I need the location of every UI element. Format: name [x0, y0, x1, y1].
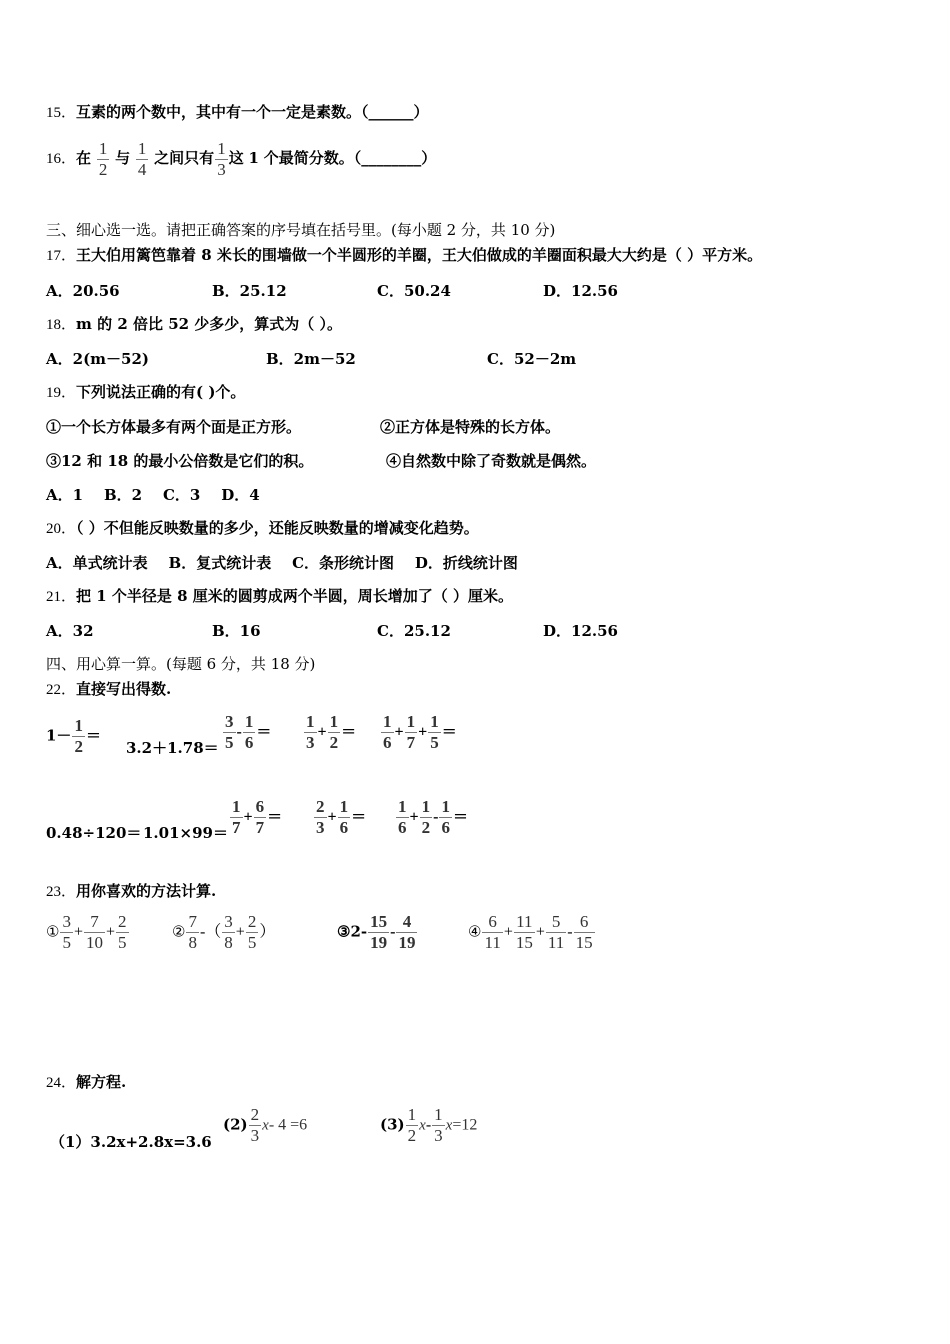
option-b: B．2m－52: [266, 350, 356, 368]
calc-5: $\frac{1}{6}$ + $\frac{1}{7}$ + $\frac{1}{5}$ ＝: [383, 712, 457, 752]
expr-4: ④ $\frac{6}{11}$ + $\frac{11}{15}$ + $\frac{5}{11}$ - $\frac{6}{15}$: [468, 912, 593, 952]
statement-2: ②正方体是特殊的长方体。: [380, 418, 561, 436]
calc-1: 1－ $\frac{1}{2}$ ＝: [46, 716, 101, 756]
option-c: C．25.12: [377, 622, 451, 640]
calc-8: $\frac{1}{7}$ + $\frac{6}{7}$ ＝: [232, 797, 283, 837]
statement-3: ③12 和 18 的最小公倍数是它们的积。: [46, 452, 314, 470]
calc-9: $\frac{2}{3}$ + $\frac{1}{6}$ ＝: [316, 797, 367, 837]
question-23: 23．用你喜欢的方法计算.: [46, 882, 217, 900]
question-18: 18．m 的 2 倍比 52 少多少，算式为（ ）。: [46, 315, 343, 333]
options: A．单式统计表 B．复式统计表 C．条形统计图 D．折线统计图: [46, 554, 518, 572]
option-a: A．32: [46, 622, 94, 640]
option-a: A．20.56: [46, 282, 120, 300]
question-15: 15．互素的两个数中，其中有一个一定是素数。（______）: [46, 103, 429, 121]
question-19: 19．下列说法正确的有( )个。: [46, 383, 246, 401]
statement-1: ①一个长方体最多有两个面是正方形。: [46, 418, 302, 436]
fraction: $\frac{1}{3}$: [217, 138, 226, 179]
question-20: 20．（ ）不但能反映数量的多少，还能反映数量的增减变化趋势。: [46, 519, 479, 537]
calc-6: 0.48÷120＝: [46, 824, 142, 842]
calc-4: $\frac{1}{3}$ + $\frac{1}{2}$ ＝: [306, 712, 357, 752]
calc-7: 1.01×99＝: [143, 824, 228, 842]
equation-1: （1）3.2x+2.8x=3.6: [50, 1133, 212, 1151]
expr-1: ① $\frac{3}{5}$ + $\frac{7}{10}$ + $\frac{2}{5}$: [46, 912, 127, 952]
calc-10: $\frac{1}{6}$ + $\frac{1}{2}$ - $\frac{1}{6}$ ＝: [398, 797, 468, 837]
option-d: D．12.56: [543, 622, 618, 640]
section-3-heading: 三、细心选一选。请把正确答案的序号填在括号里。(每小题 2 分，共 10 分): [46, 221, 556, 239]
equation-3: (3) $\frac{1}{2}$ x- $\frac{1}{3}$ x=12: [380, 1105, 478, 1145]
question-16: 16．在 $\frac{1}{2}$ 与 $\frac{1}{4}$ 之间只有 $\frac{1}{3}$ 这 1 个最简分数。（________）: [46, 138, 437, 179]
question-17: 17．王大伯用篱笆靠着 8 米长的围墙做一个半圆形的羊圈，王大伯做成的羊圈面积最大大约是（ ）平方米。: [46, 246, 763, 264]
option-c: C．52－2m: [487, 350, 577, 368]
expr-2: ② $\frac{7}{8}$ -（ $\frac{3}{8}$ + $\frac{2}{5}$ ）: [172, 912, 276, 952]
question-24: 24．解方程.: [46, 1073, 127, 1091]
expr-3: ③2- $\frac{15}{19}$ - $\frac{4}{19}$: [337, 912, 416, 952]
option-c: C．50.24: [377, 282, 451, 300]
fraction: $\frac{1}{4}$: [137, 138, 147, 179]
option-b: B．16: [212, 622, 261, 640]
calc-3: $\frac{3}{5}$ - $\frac{1}{6}$ ＝: [225, 712, 272, 752]
question-21: 21．把 1 个半径是 8 厘米的圆剪成两个半圆，周长增加了（ ）厘米。: [46, 587, 514, 605]
option-a: A．2(m－52): [46, 350, 150, 368]
calc-2: 3.2＋1.78＝: [126, 739, 219, 757]
question-22: 22．直接写出得数.: [46, 680, 172, 698]
section-4-heading: 四、用心算一算。(每题 6 分，共 18 分): [46, 655, 316, 673]
option-b: B．25.12: [212, 282, 287, 300]
options: A．1 B．2 C．3 D．4: [46, 486, 260, 504]
statement-4: ④自然数中除了奇数就是偶然。: [386, 452, 597, 470]
option-d: D．12.56: [543, 282, 618, 300]
fraction: $\frac{1}{2}$: [98, 138, 108, 179]
equation-2: (2) $\frac{2}{3}$ x- 4 =6: [223, 1105, 308, 1145]
